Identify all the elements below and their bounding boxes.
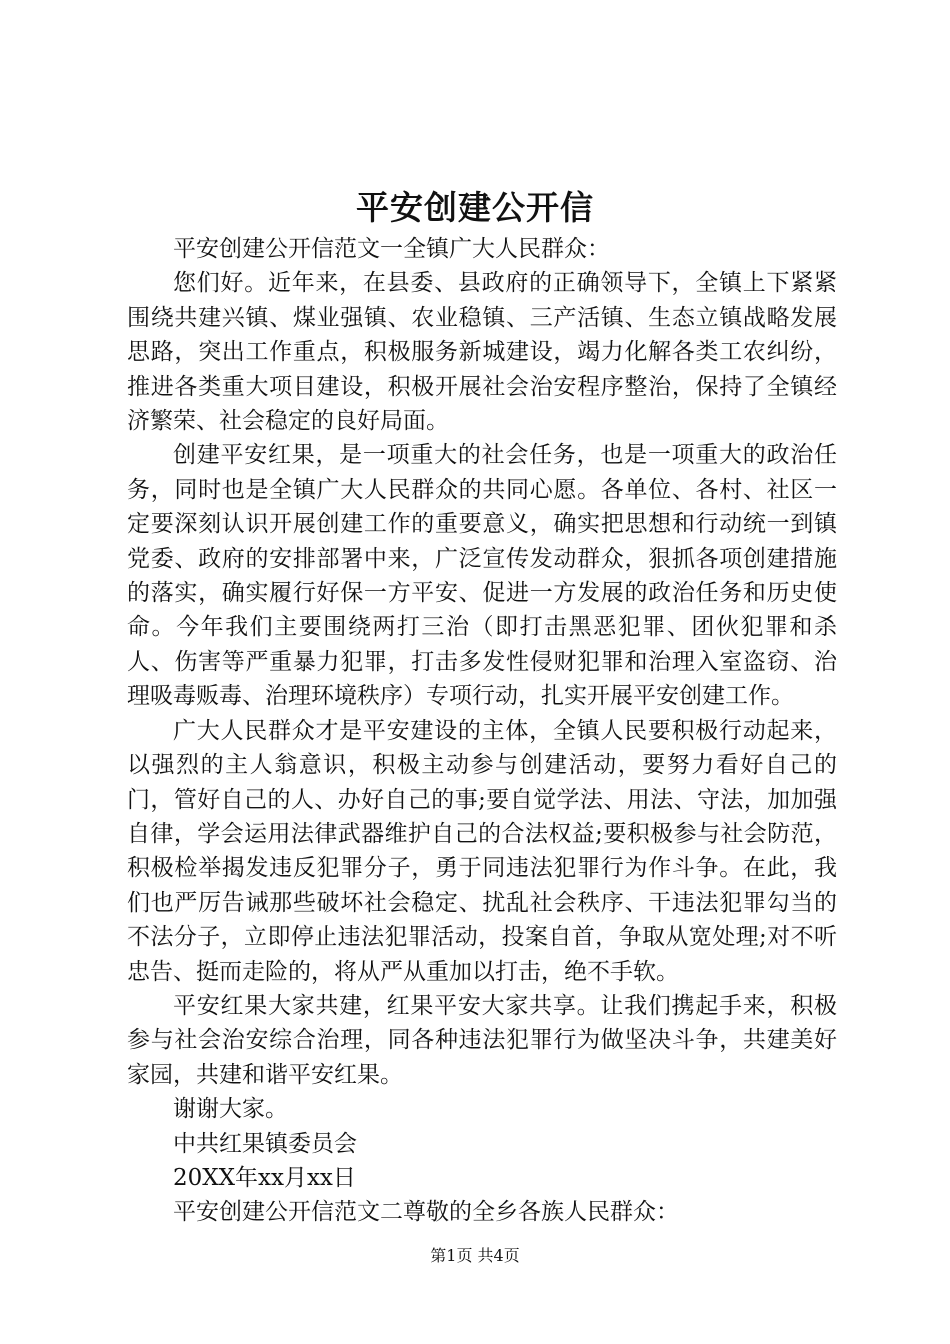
document-title: 平安创建公开信 xyxy=(356,188,594,227)
body-paragraph: 创建平安红果，是一项重大的社会任务，也是一项重大的政治任务，同时也是全镇广大人民群众的共同心愿。各单位、各村、社区一定要深刻认识开展创建工作的重要意义，确实把思想和行动统一到镇党委、政府的安排部署中来，广泛宣传发动群众，狠抓各项创建措施的落实，确实履行好保一方平安、促进一方发展的政治任务和历史使命。今年我们主要围绕两打三治（即打击黑恶犯罪、团伙犯罪和杀人、伤害等严重暴力犯罪，打击多发性侵财犯罪和治理入室盗窃、治理吸毒贩毒、治理环境秩序）专项行动，扎实开展平安创建工作。 xyxy=(127,442,837,710)
signature-paragraph: 中共红果镇委员会 xyxy=(173,1130,357,1157)
body-paragraph: 您们好。近年来，在县委、县政府的正确领导下，全镇上下紧紧围绕共建兴镇、煤业强镇、农业稳镇、三产活镇、生态立镇战略发展思路，突出工作重点，积极服务新城建设，竭力化解各类工农纠纷，推进各类重大项目建设，积极开展社会治安程序整治，保持了全镇经济繁荣、社会稳定的良好局面。 xyxy=(127,270,837,435)
page-footer xyxy=(0,1244,950,1268)
body-paragraph: 广大人民群众才是平安建设的主体，全镇人民要积极行动起来，以强烈的主人翁意识，积极主动参与创建活动，要努力看好自己的门，管好自己的人、办好自己的事;要自觉学法、用法、守法，加加强自律，学会运用法律武器维护自己的合法权益;要积极参与社会防范，积极检举揭发违反犯罪分子，勇于同违法犯罪行为作斗争。在此，我们也严厉告诫那些破坏社会稳定、扰乱社会秩序、干违法犯罪勾当的不法分子，立即停止违法犯罪活动，投案自首，争取从宽处理;对不听忠告、挺而走险的，将从严从重加以打击，绝不手软。 xyxy=(127,717,837,985)
salutation-paragraph: 平安创建公开信范文二尊敬的全乡各族人民群众： xyxy=(173,1199,679,1226)
closing-paragraph: 谢谢大家。 xyxy=(173,1096,288,1123)
date-paragraph: 20XX年xx月xx日 xyxy=(173,1164,356,1191)
page-number: 第1页 xyxy=(430,1246,473,1265)
body-paragraph: 平安红果大家共建，红果平安大家共享。让我们携起手来，积极参与社会治安综合治理，同各种违法犯罪行为做坚决斗争，共建美好家园，共建和谐平安红果。 xyxy=(127,992,837,1088)
page-total: 共4页 xyxy=(477,1246,520,1265)
salutation-paragraph: 平安创建公开信范文一全镇广大人民群众： xyxy=(173,236,610,262)
document-body xyxy=(127,232,837,1230)
